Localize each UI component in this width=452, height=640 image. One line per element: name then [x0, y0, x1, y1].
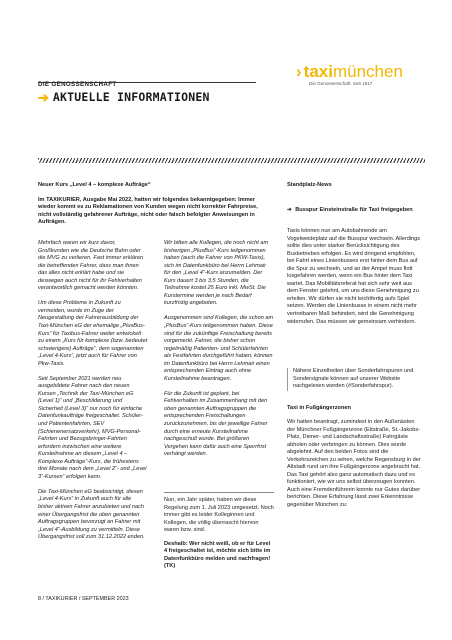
sidebar-heading: Standplatz-News: [287, 182, 332, 188]
paragraph: Für die Zukunft ist geplant, bei Fehlverhalten im Zusammenhang mit den oben genannten Auftragsgruppen die entsprechenden Freischaltungen zurückzunehmen, bis der jeweilige Fahrer durch eine erneute Kursteilnahme nachgeschult wurde. Bei größeren Vergehen kann dafür auch eine Sperrfrist verhängt werden.: [164, 390, 268, 458]
sidebar-note: Nähere Einzelheiten über Sonderfahrspuren und Sondersignale können auf unserer Website nachgelesen werden (#Sonderfahrspur).: [287, 368, 424, 391]
arrow-right-icon: ➔: [287, 207, 292, 213]
paragraph: Um diese Probleme in Zukunft zu vermeiden, wurde im Zuge der Neugestaltung der Fahrerausbildung der Taxi-München eG der ehemalige „PlusBus-Kurs“ für Taxibus-Fahrer weiter entwickelt zu einem „Kurs für komplexe (bzw. bedeutet schwierigere) Aufträge“, dem sogenannten „Level 4-Kurs“, jetzt auch für Fahrer von Pkw-Taxis.: [38, 300, 148, 367]
logo-tagline: Die Genossenschaft. Seit 1917.: [309, 81, 374, 86]
logo-word-city: münchen: [332, 62, 403, 81]
article-column-a: [38, 240, 148, 549]
article-column-b: [164, 240, 274, 466]
sidebar-heading-2: Taxi in Fußgängerzonen: [287, 405, 351, 411]
hatched-divider: [38, 158, 425, 163]
paragraph: Ausgenommen sind Kollegen, die schon am „PlusBus“-Kurs teilgenommen haben. Diese sind für die zukünftige Freischaltung bereits vorgemerkt. Fahrer, die bisher schon regelmäßig Patienten- und Schülerfahrten als Festfahrten durchgeführt haben, können im Datenfunkbüro bei Herrn Lehmair einen entsprechenden Eintrag auch ohne Kursteilnahme beantragen.: [164, 315, 274, 382]
page-footer: 8 / TAXIKURIER / SEPTEMBER 2023: [38, 596, 129, 602]
quote-bold-text: Deshalb: Wer nicht weiß, ob er für Level 4 freigeschaltet ist, möchte sich bitte im Datenfunkbüro melden und nachfragen! (TK): [164, 540, 271, 570]
paragraph: Mehrfach waren wir kurz davor, Großkunden wie die Deutsche Bahn oder die MVG zu verlieren. Fast immer erklären die betreffenden Fahrer, dass man ihnen das alles nicht erklärt habe und sie deswegen auch nicht für ihr Fehlverhalten verantwortlich gemacht werden könnten.: [38, 240, 144, 292]
sidebar-text: Taxis können nun am Autobahnende am Vogelweideplatz auf die Busspur wechseln. Allerdings sollte dies unter starker Berücksichtigung des Busbetriebes erfolgen. Es wird dringend empfohlen, bei Fahrt eines Linienbusses erst hinter dem Bus auf die Spur zu wechseln, und an der Ampel muss flott losgefahren werden, wenn ein Bus hinter dem Taxi wartet. Das Mobilitätsreferat hat sich sehr weit aus dem Fenster gelehnt, um uns diese Genehmigung zu erteilen. Wir dürfen sie nicht leichtfertig aufs Spiel setzen. Werden die Linienbusse in einem nicht mehr vertretbaren Maß behindert, wird die Genehmigung widerrufen. Das müssen wir gemeinsam verhindern.: [287, 228, 421, 325]
paragraph: Die Taxi-München eG beabsichtigt, diesen „Level 4-Kurs“ in Zukunft auch für alle bisher aktiven Fahrer anzubieten und nach einer Übergangsfrist die oben genannten Auftragsgruppen bevorzugt an Fahrer mit „Level 4“-Ausbildung zu vermitteln. Diese Übergangsfrist soll zum 31.12.2022 enden.: [38, 488, 145, 541]
taxi-muenchen-logo: [296, 63, 426, 86]
sidebar-text-2: Wir hatten beantragt, zumindest in den Außenästen der Münchner Fußgängerzone (Ettstraße, St.-Jakobs-Platz, Diener- und Landschaftsstraße) Fahrgäste abholen oder verbringen zu können. Dies wurde abgelehnt. Auf den beiden Fotos sind die Verkehrszeichen zu sehen, welche Regensburg in der Altstadt rund um ihre Fußgängerzone angebracht hat. Das Taxi gehört also ganz automatisch dazu und es funktioniert, wie wir uns selbst überzeugen konnten. Auch eine Fremdenführerin konnte nur Gutes darüber berichten. Diese Erfahrung lässt zwei Erkenntnisse gegenüber München zu:: [287, 419, 421, 509]
paragraph: Wir bitten alle Kollegen, die noch nicht am bisherigen „PlusBus“-Kurs teilgenommen haben (auch die Fahrer von PKW-Taxis), sich im Datenfunkbüro bei Herrn Lehmair für den „Level 4“-Kurs anzumelden. Der Kurs dauert 3 bis 3,5 Stunden, die Teilnahme kostet 25 Euro inkl. MwSt. Die Kurstermine werden je nach Bedarf kurzfristig angeboten.: [164, 240, 269, 307]
chevron-right-icon: ›: [296, 62, 302, 81]
kicker-rule: [38, 82, 256, 83]
sidebar-subheading-text: Busspur Einsteinstraße für Taxi freigegeben: [295, 207, 413, 213]
section-title: [38, 90, 210, 104]
arrow-right-icon: ➔: [38, 89, 49, 105]
paragraph: Seit September 2021 werden neu ausgebildete Fahrer nach den neuen Kursen „Technik der Taxi-München eG (Level 1)“ und „Beschilderung und Sicherheit (Level 3)“ nur noch für einfache Datenfunkaufträge freigeschaltet. Schüler- und Patientenfahrten, SEV (Schienenersatzverkehr), MVG-Personal-Fahrten und Bezugsbringer-Fahrten erfordern inzwischen eine weitere Kursteilnahme an diesem „Level 4 – Komplexe Aufträge“-Kurs, die frühestens drei Monate nach dem „Level 2“- und „Level 3“-Kursen“ erfolgen kann.: [38, 375, 147, 480]
section-title-text: AKTUELLE INFORMATIONEN: [52, 90, 210, 104]
logo-word-taxi: taxi: [303, 62, 333, 81]
article-lead: Im TAXIKURIER, Ausgabe Mai 2022, hatten wir folgendes bekanntgegeben: Immer wieder kommt es zu Reklamationen von Kunden wegen nicht korrekter Fahrpreise, nicht vollständig gefahrener Aufträge, nicht oder falsch befolgter Anweisungen in Aufträgen.: [38, 197, 258, 226]
sidebar-subheading: [287, 207, 413, 214]
kicker-text: DIE GENOSSENSCHAFT: [38, 81, 117, 88]
article-label: Neuer Kurs „Level 4 – komplexe Aufträge“: [38, 182, 151, 188]
quote-text: Nun, ein Jahr später, haben wir diese Regelung zum 1. Juli 2023 umgesetzt. Noch immer gibt es leider Kolleginnen und Kollegen, die völlig überrascht hiervon waren bzw. sind.: [164, 497, 274, 534]
article-quote-box: [164, 492, 274, 577]
